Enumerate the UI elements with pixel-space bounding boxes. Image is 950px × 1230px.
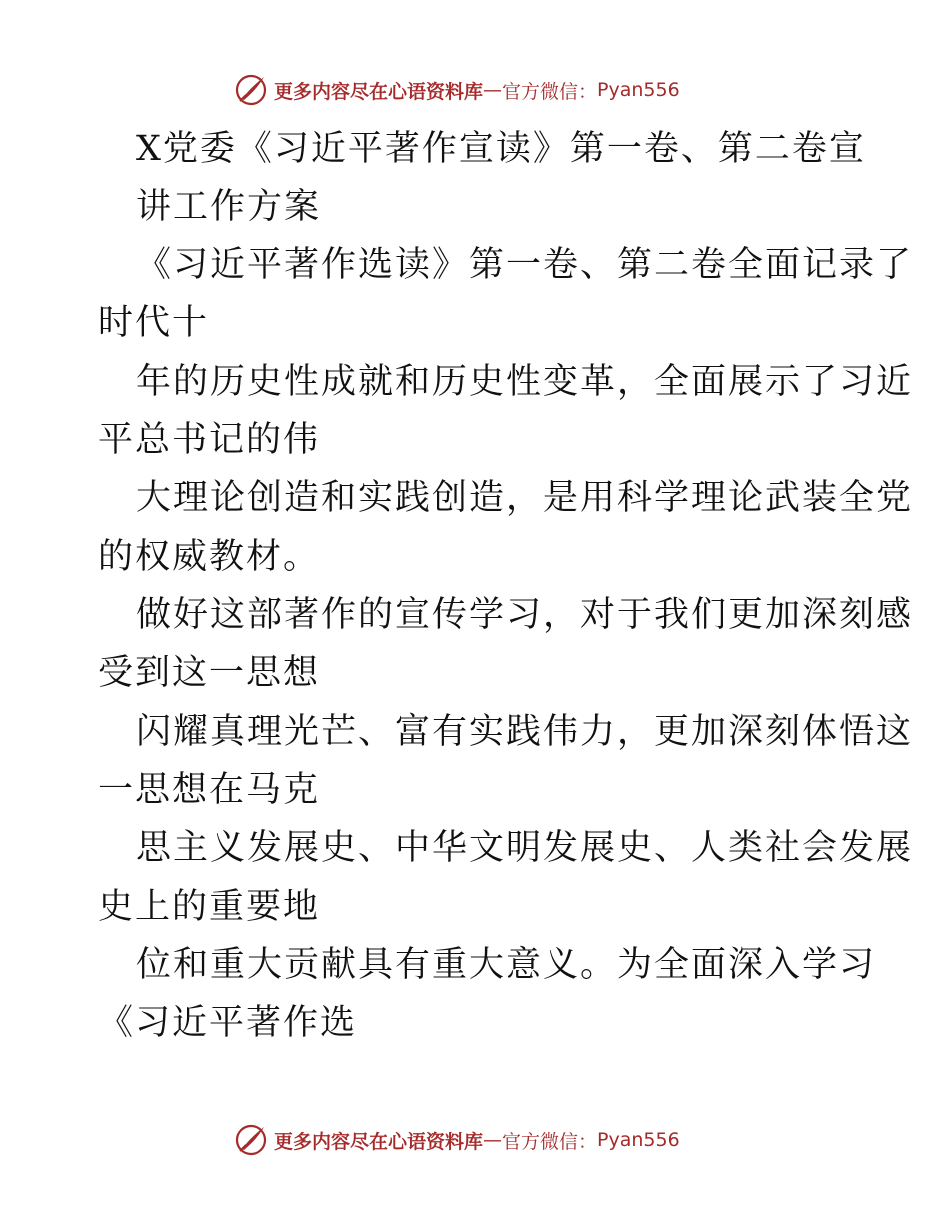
body-line-14: 《习近平著作选 [98,1003,358,1043]
watermark-separator: — [483,1129,503,1151]
body-line-13: 位和重大贡献具有重大意义。为全面深入学习 [136,945,877,985]
document-title-line-2: 讲工作方案 [136,187,322,227]
body-line-7: 做好这部著作的宣传学习，对于我们更加深刻感 [136,595,914,635]
body-line-1: 《习近平著作选读》第一卷、第二卷全面记录了 [136,245,914,285]
watermark-banner-top [234,70,680,110]
watermark-brand-text: 更多内容尽在心语资料库 [274,1130,484,1153]
quill-logo-icon [234,73,268,107]
watermark-contact-id: Pyan556 [597,79,680,101]
watermark-brand-text: 更多内容尽在心语资料库 [274,80,484,103]
watermark-banner-bottom [234,1120,680,1160]
body-line-6: 的权威教材。 [98,537,321,577]
body-line-4: 平总书记的伟 [98,420,321,460]
body-line-10: 一思想在马克 [98,770,321,810]
body-line-5: 大理论创造和实践创造，是用科学理论武装全党 [136,478,914,518]
body-line-3: 年的历史性成就和历史性变革，全面展示了习近 [136,362,914,402]
body-line-8: 受到这一思想 [98,653,321,693]
body-line-12: 史上的重要地 [98,887,321,927]
document-title-line-1: X党委《习近平著作宣读》第一卷、第二卷宣 [136,129,866,169]
body-line-11: 思主义发展史、中华文明发展史、人类社会发展 [136,828,914,868]
watermark-contact-label: 官方微信： [502,80,598,103]
watermark-contact-id: Pyan556 [597,1129,680,1151]
body-line-9: 闪耀真理光芒、富有实践伟力，更加深刻体悟这 [136,712,914,752]
watermark-separator: — [483,79,503,101]
watermark-contact-label: 官方微信： [502,1130,598,1153]
quill-logo-icon [234,1123,268,1157]
body-line-2: 时代十 [98,303,210,343]
